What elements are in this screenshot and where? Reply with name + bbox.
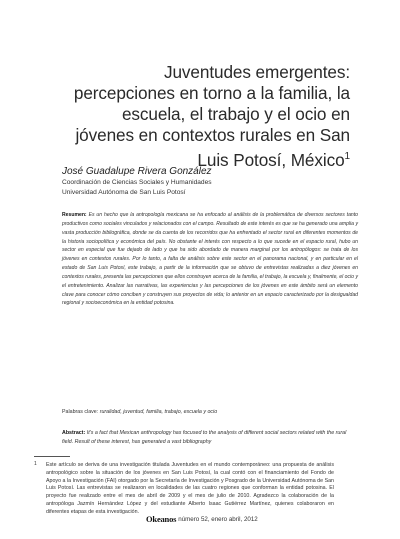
footnote-divider	[34, 456, 70, 457]
title-footnote-ref[interactable]: 1	[344, 151, 350, 162]
page-footer	[146, 512, 258, 526]
resumen-text: Es un hecho que la antropología mexicana se ha enfocado al análisis de la problemática de diversos sectores tanto productivos como sociales vinculados y relacionados con el campo. Resultado de este interés es que se ha generado una amplia y vasta producción bibliográfica, donde se da cuenta de los recorridos que ha enfrentado el sector rural en diferentes momentos de la historia sociopolítica y económica del país. No obstante el interés con respecto a lo que sucede en el espacio rural, hubo un sector en especial que fue dejado de lado y que ha sido abordado de manera marginal por los antropólogos: se trata de los jóvenes en contextos rurales. Por lo tanto, a falta de análisis sobre este sector en el panorama nacional, y en particular en el estado de San Luis Potosí, este trabajo, a partir de la información que se obtuvo de entrevistas realizadas a diez jóvenes en contextos rurales, presenta las percepciones que ellos construyen acerca de la familia, el trabajo, la escuela y, finalmente, el ocio y el entretenimiento. Analizar las narrativas, las experiencias y las percepciones de los jóvenes en este ámbito será un elemento clave para conocer cómo conciben y construyen sus proyectos de vida; lo anterior en un espacio caracterizado por la desigualdad regional y socioeconómica en la entidad potosina.	[62, 212, 358, 307]
issue-info: número 52, enero abril, 2012	[178, 515, 258, 523]
keywords-label: Palabras clave:	[62, 409, 99, 415]
journal-logo: Okeanos	[146, 514, 177, 524]
footnote	[34, 462, 334, 516]
resumen-paragraph	[62, 211, 358, 308]
article-title-text: Juventudes emergentes: percepciones en torno a la familia, la escuela, el trabajo y el ocio en jóvenes en contextos rurales en San Luis Potosí, México	[73, 62, 350, 170]
article-title	[60, 62, 350, 171]
author-affiliation-unit: Coordinación de Ciencias Sociales y Humanidades	[62, 179, 212, 186]
resumen-label: Resumen:	[62, 212, 87, 218]
abstract-text: It's a fact that Mexican anthropology has focused to the analysis of different social sectors related with the rural field. Result of these interest, has generated a vast bibliography	[62, 430, 347, 445]
abstract-label: Abstract:	[62, 430, 86, 436]
footnote-mark: 1	[34, 461, 37, 467]
author-affiliation-university: Universidad Autónoma de San Luis Potosí	[62, 189, 186, 196]
footnote-text: Este artículo se deriva de una investigación titulada Juventudes en el mundo contemporáneo: una propuesta de análisis antropológico sobre la situación de los jóvenes en San Luis Potosí, la cual contó con el financiamiento del Fondo de Apoyo a la Investigación (FAI) otorgado por la Secretaría de Investigación y Posgrado de la Universidad Autónoma de San Luis Potosí. Las entrevistas se realizaron en localidades de las cuatro regiones que conforman la entidad potosina. El proyecto fue realizado entre el mes de abril de 2009 y el mes de julio de 2010. Agradezco la colaboración de la antropóloga Jazmín Hernández López y del estudiante Alberto Isaac Gutiérrez Martínez, quienes colaboraron en diferentes etapas de esta investigación.	[46, 462, 334, 515]
author-name: José Guadalupe Rivera González	[62, 166, 212, 177]
keywords-line	[62, 408, 358, 416]
abstract-paragraph	[62, 429, 358, 446]
keywords-text: ruralidad, juventud, familia, trabajo, escuela y ocio	[99, 409, 218, 415]
